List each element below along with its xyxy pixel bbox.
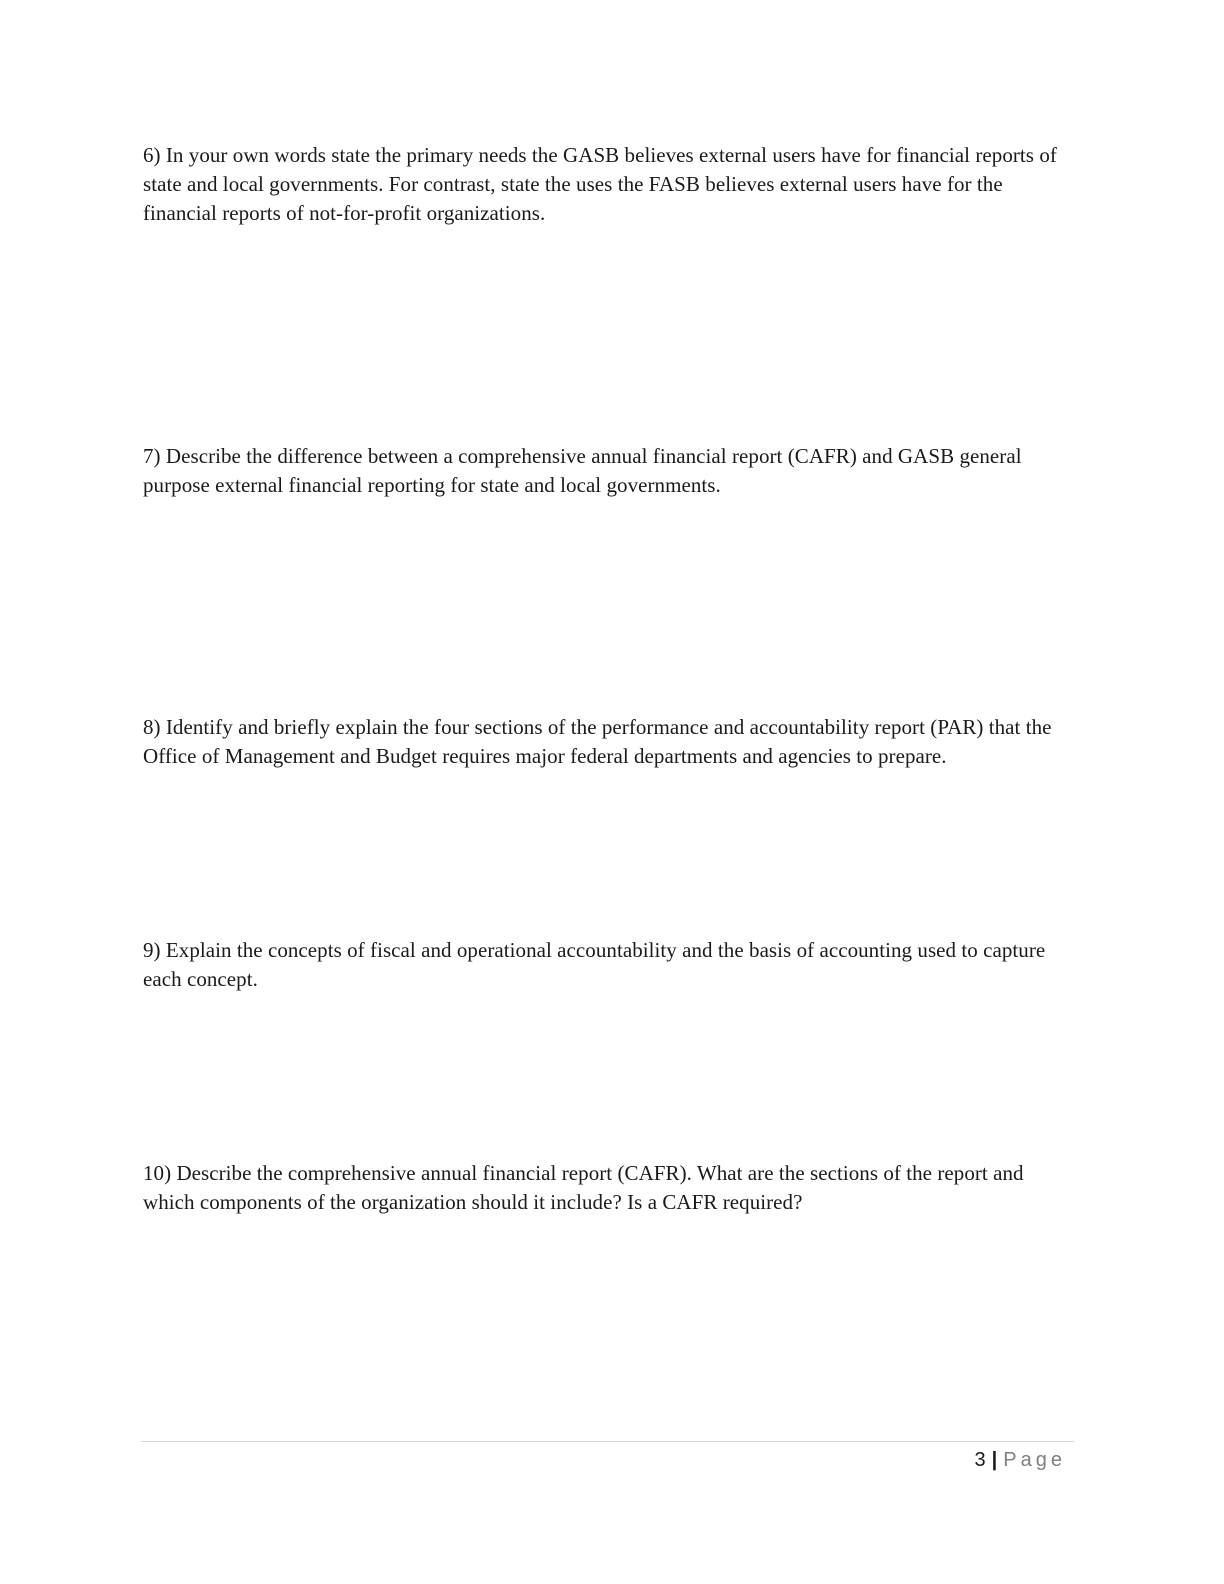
page-label: Page bbox=[1003, 1449, 1066, 1471]
footer-divider bbox=[141, 1441, 1074, 1442]
question-7: 7) Describe the difference between a comprehensive annual financial report (CAFR) and GASB general purpose external financial reporting for state and local governments. bbox=[143, 444, 1022, 497]
footer-separator: | bbox=[991, 1449, 998, 1471]
question-9: 9) Explain the concepts of fiscal and operational accountability and the basis of accounting used to capture each concept. bbox=[143, 938, 1046, 991]
question-10: 10) Describe the comprehensive annual financial report (CAFR). What are the sections of the report and which components of the organization should it include? Is a CAFR required? bbox=[143, 1161, 1024, 1214]
page-number: 3 bbox=[974, 1449, 986, 1471]
question-6: 6) In your own words state the primary needs the GASB believes external users have for financial reports of state and local governments. For contrast, state the uses the FASB believes external users have for the financial reports of not-for-profit organizations. bbox=[143, 143, 1057, 225]
page-footer bbox=[975, 1446, 1066, 1474]
question-8: 8) Identify and briefly explain the four sections of the performance and accountability report (PAR) that the Office of Management and Budget requires major federal departments and agencies to prepare. bbox=[143, 715, 1052, 768]
